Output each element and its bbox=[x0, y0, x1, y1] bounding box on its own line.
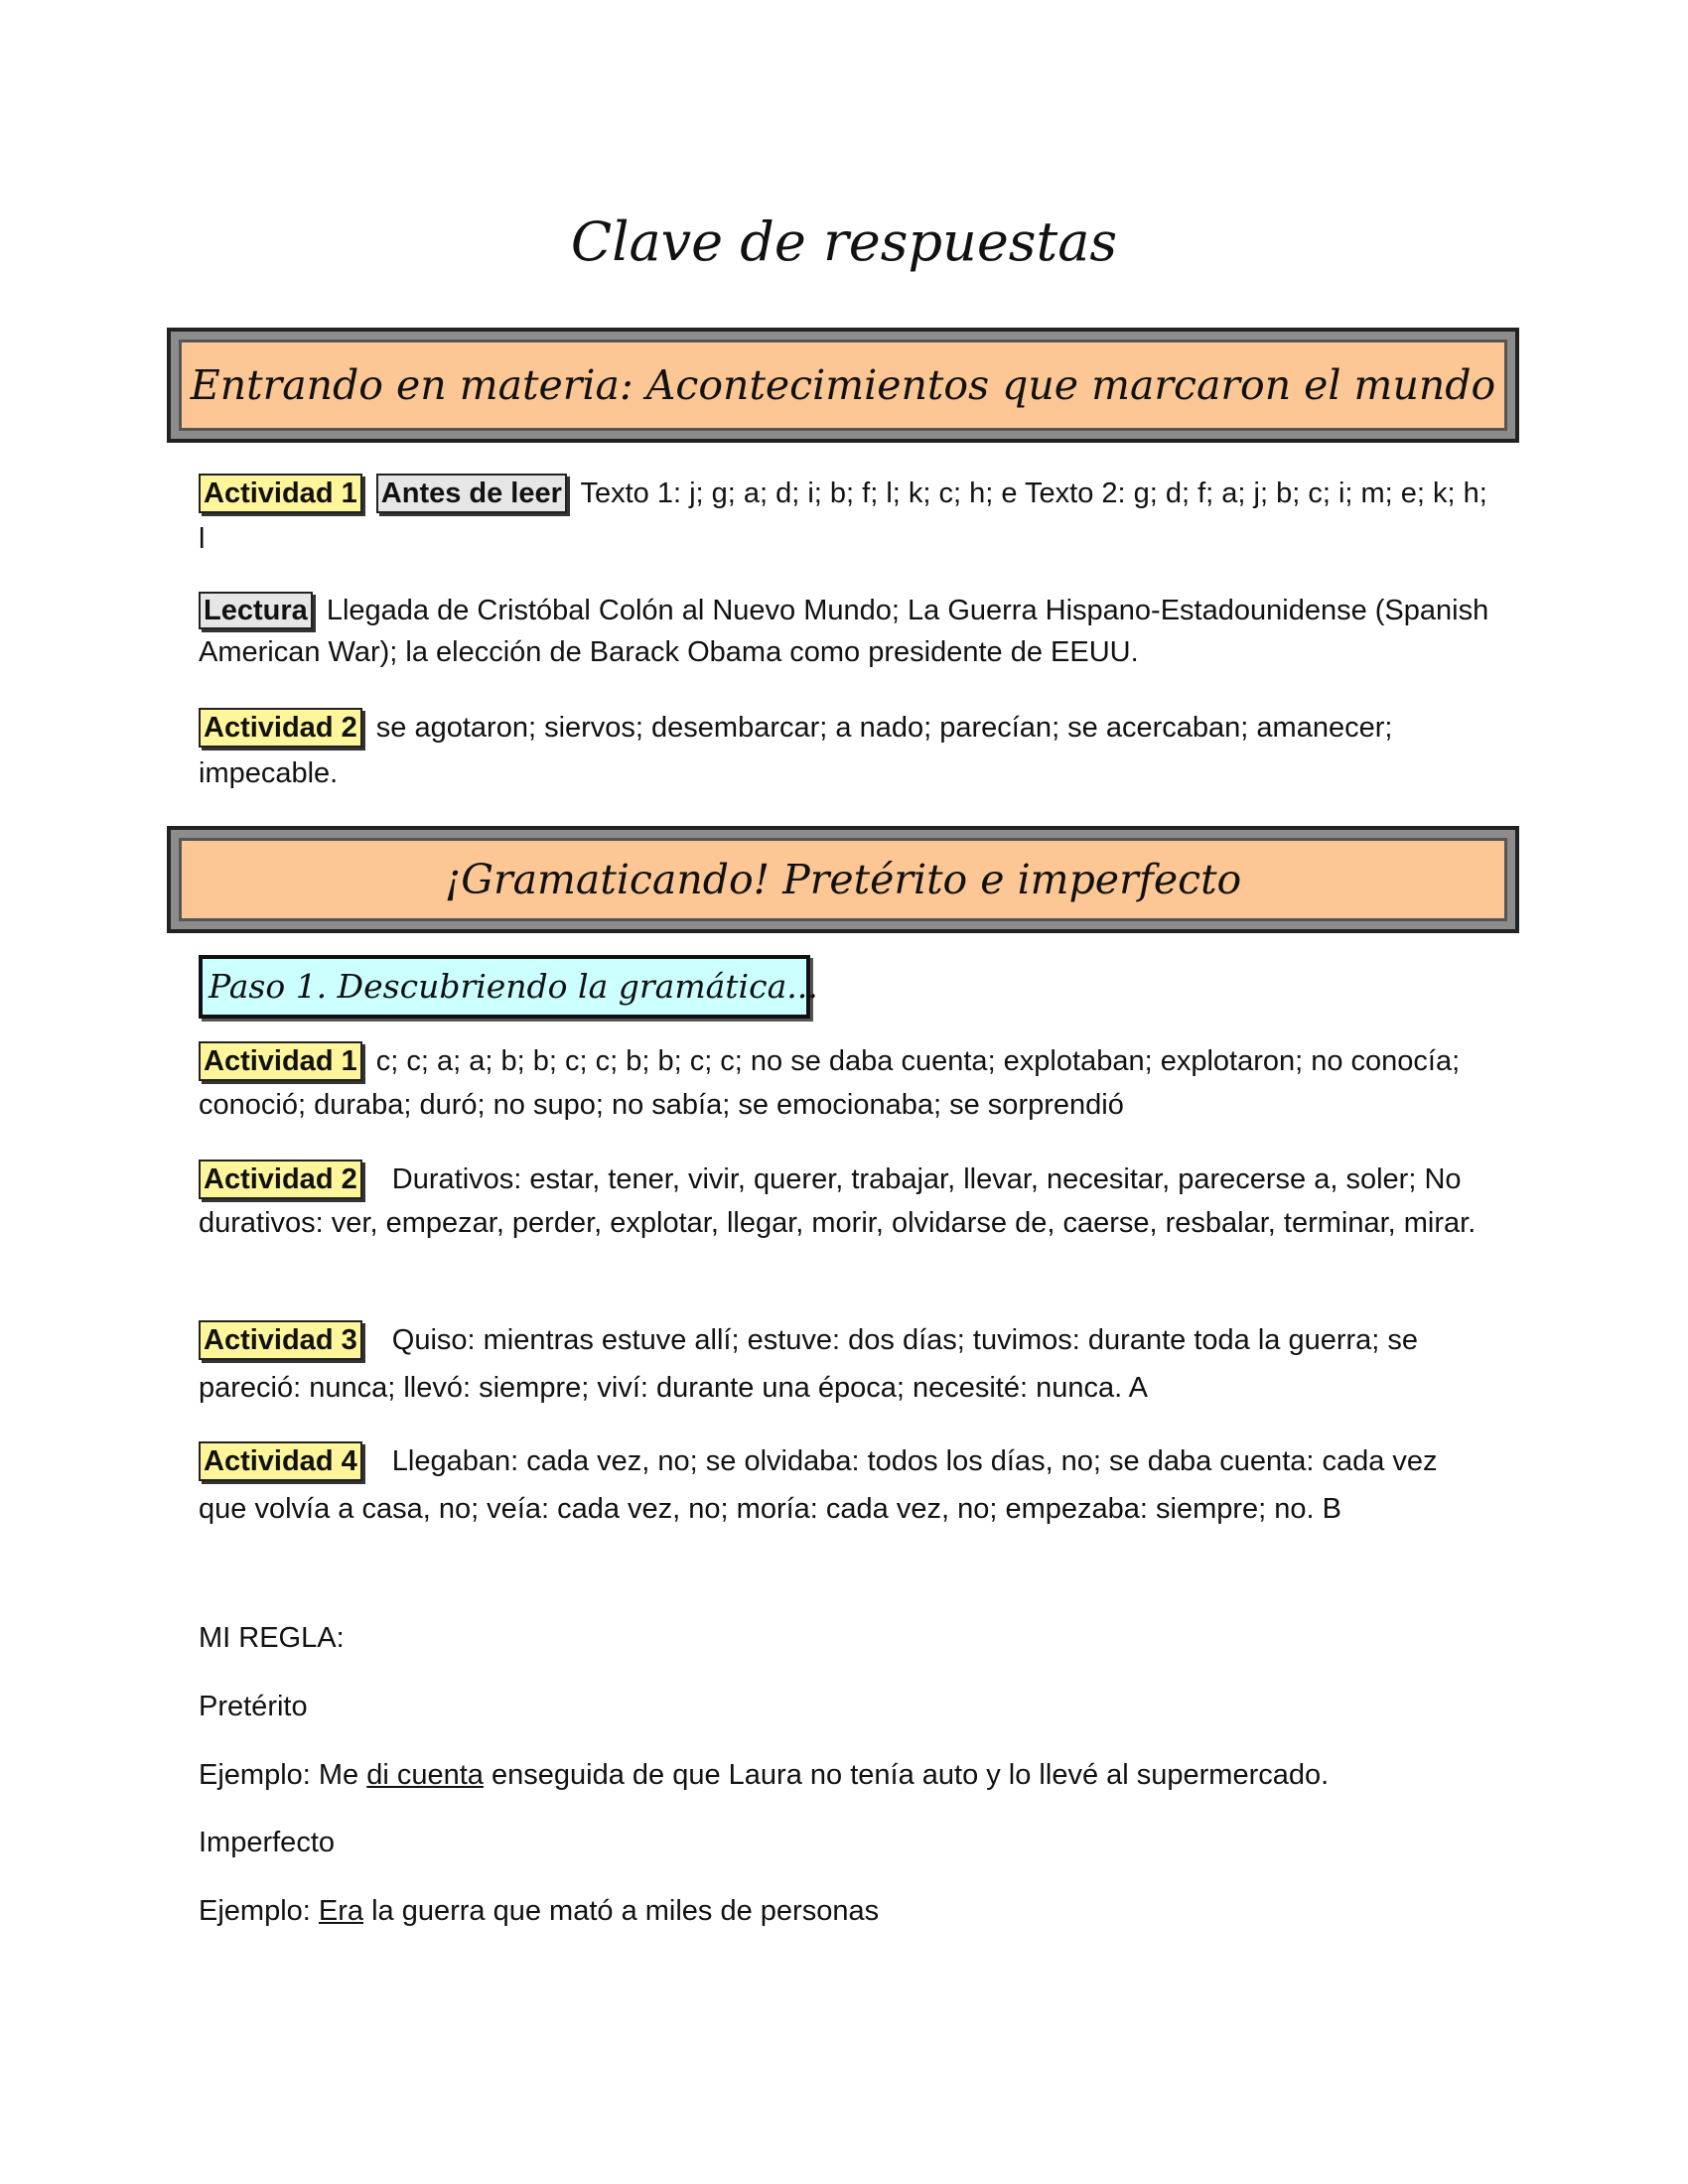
answer-actividad-1 bbox=[199, 1039, 1489, 1127]
antes-de-leer-tag: Antes de leer bbox=[376, 474, 567, 513]
preterito-label: Pretérito bbox=[199, 1691, 308, 1722]
section-banner-entrando bbox=[167, 328, 1519, 443]
ejemplo-prefix: Ejemplo: bbox=[199, 1895, 319, 1927]
answer-text: Llegaban: cada vez, no; se olvidaba: todos los días, no; se daba cuenta: cada vez que volvía a casa, no; veía: cada vez, no; moría: cada vez, no; empezaba: siempre; no. B bbox=[199, 1445, 1438, 1525]
answer-actividad-1 bbox=[199, 471, 1489, 562]
ejemplo-imperfecto bbox=[199, 1895, 879, 1928]
answer-actividad-3 bbox=[199, 1316, 1489, 1412]
answer-lectura bbox=[199, 590, 1489, 673]
ejemplo-prefix: Ejemplo: Me bbox=[199, 1759, 367, 1791]
answer-text: c; c; a; a; b; b; c; c; b; b; c; c; no se daba cuenta; explotaban; explotaron; no conocía; conoció; duraba; duró; no supo; no sabía; se emocionaba; se sorprendió bbox=[199, 1045, 1461, 1121]
mi-regla-label: MI REGLA: bbox=[199, 1622, 345, 1654]
lectura-tag: Lectura bbox=[199, 592, 313, 629]
actividad-tag: Actividad 4 bbox=[199, 1441, 362, 1481]
answer-text: Texto 1: j; g; a; d; i; b; f; l; k; c; h; e Texto 2: g; d; f; a; j; b; c; i; m; e; k; h; l bbox=[199, 478, 1487, 555]
underlined-verb: Era bbox=[318, 1895, 364, 1927]
underlined-verb: di cuenta bbox=[366, 1759, 484, 1791]
ejemplo-suffix: la guerra que mató a miles de personas bbox=[363, 1895, 880, 1927]
answer-text: Durativos: estar, tener, vivir, querer, trabajar, llevar, necesitar, parecerse a, soler; No durativos: ver, empezar, perder, explotar, llegar, morir, olvidarse de, caerse, resbalar, terminar, mirar. bbox=[199, 1163, 1477, 1239]
answer-actividad-2 bbox=[199, 705, 1489, 796]
page-title: Clave de respuestas bbox=[570, 210, 1118, 273]
actividad-tag: Actividad 1 bbox=[199, 474, 362, 513]
actividad-tag: Actividad 2 bbox=[199, 708, 362, 748]
paso-1-heading: Paso 1. Descubriendo la gramática... bbox=[199, 955, 810, 1019]
imperfecto-label: Imperfecto bbox=[199, 1827, 335, 1858]
section-heading: ¡Gramaticando! Pretérito e imperfecto bbox=[179, 838, 1507, 921]
section-banner-gramaticando bbox=[167, 826, 1519, 933]
ejemplo-preterito bbox=[199, 1759, 1329, 1792]
actividad-tag: Actividad 3 bbox=[199, 1320, 362, 1360]
answer-text: se agotaron; siervos; desembarcar; a nado; parecían; se acercaban; amanecer; impecable. bbox=[199, 712, 1393, 789]
answer-actividad-4 bbox=[199, 1437, 1489, 1533]
ejemplo-suffix: enseguida de que Laura no tenía auto y lo llevé al supermercado. bbox=[483, 1759, 1330, 1791]
section-heading: Entrando en materia: Acontecimientos que marcaron el mundo bbox=[179, 340, 1507, 431]
actividad-tag: Actividad 1 bbox=[199, 1041, 362, 1081]
actividad-tag: Actividad 2 bbox=[199, 1160, 362, 1199]
answer-text: Quiso: mientras estuve allí; estuve: dos días; tuvimos: durante toda la guerra; se pareció: nunca; llevó: siempre; viví: durante una época; necesité: nunca. A bbox=[199, 1324, 1419, 1404]
answer-actividad-2 bbox=[199, 1158, 1489, 1245]
answer-text: Llegada de Cristóbal Colón al Nuevo Mundo; La Guerra Hispano-Estadounidense (Spanish American War); la elección de Barack Obama como presidente de EEUU. bbox=[199, 595, 1489, 668]
